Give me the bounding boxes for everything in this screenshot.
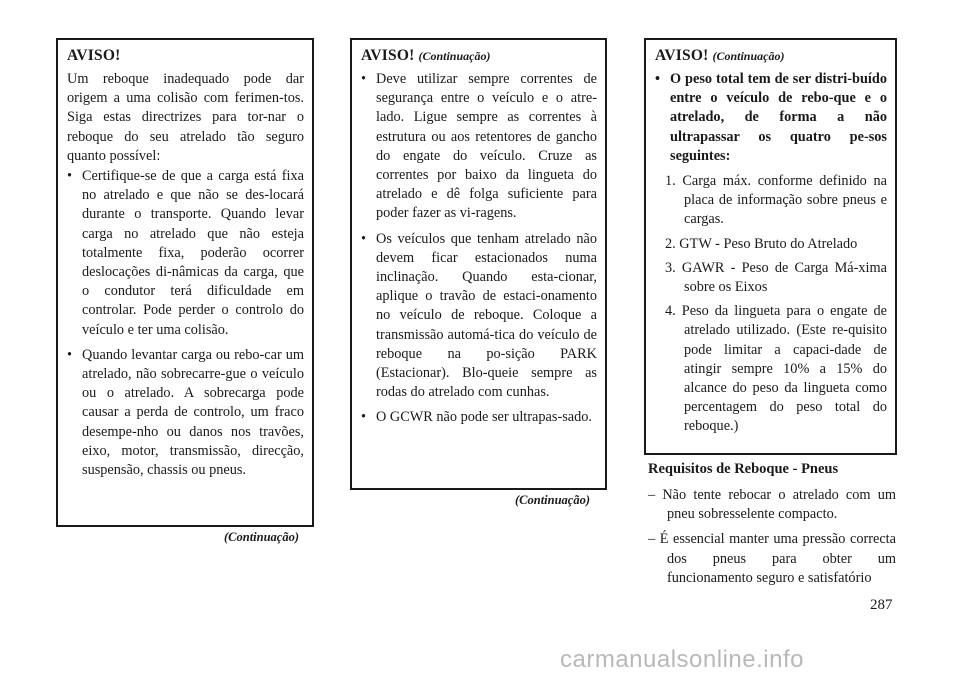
continued-label: (Continuação) bbox=[418, 49, 491, 63]
list-item: • Deve utilizar sempre correntes de segurança entre o veículo e o atre-lado. Ligue sempre as correntes à estrutura ou aos retentores de gancho do engate do veículo. Cruze as correntes por baixo da lingueta do atrelado e dê folga suficiente para poder fazer as vi-ragens. bbox=[361, 71, 597, 222]
list-item: 2. GTW - Peso Bruto do Atrelado bbox=[665, 235, 858, 252]
list-item: – Não tente rebocar o atrelado com um pneu sobresselente compacto. bbox=[648, 487, 896, 523]
list-item: • Quando levantar carga ou rebo-car um atrelado, não sobrecarre-gue o veículo ou o atrelado. A sobrecarga pode causar a perda de controlo, um fraco desempe-nho ou danos nos travões, eixo, motor, transmissão, direcção, suspensão, chassis ou pneus. bbox=[67, 346, 304, 479]
list-item: • Os veículos que tenham atrelado não devem ficar estacionados numa inclinação. Quando esta-cionar, aplique o travão de estaci-onamento no veículo de reboque. Coloque a transmissão automá-tica do veículo de reboque na po-sição PARK (Estacionar). Blo-queie sempre as rodas do atrelado com cunhas. bbox=[361, 230, 597, 401]
warning-box-1 bbox=[56, 38, 314, 527]
warning-title: AVISO! (Continuação) bbox=[655, 47, 785, 64]
list-item: 1. Carga máx. conforme definido na placa de informação sobre pneus e cargas. bbox=[665, 173, 887, 228]
bullet-list bbox=[67, 167, 304, 480]
list-item: 4. Peso da lingueta para o engate de atrelado utilizado. (Este re-quisito pode limitar a capaci-dade de atingir sempre 10% a 15% do alcance do peso da lingueta como percentagem do peso total do reboque.) bbox=[665, 303, 887, 435]
warning-box-2 bbox=[350, 38, 607, 490]
watermark: carmanualsonline.info bbox=[560, 646, 804, 673]
warning-title: AVISO! (Continuação) bbox=[361, 47, 491, 64]
continued-note: (Continuação) bbox=[515, 493, 591, 507]
numbered-list bbox=[655, 172, 887, 437]
list-item: • O GCWR não pode ser ultrapas-sado. bbox=[361, 409, 592, 426]
page-number: 287 bbox=[870, 597, 893, 613]
warning-box-3 bbox=[644, 38, 897, 455]
warning-title: AVISO! bbox=[67, 47, 121, 64]
list-item: 3. GAWR - Peso de Carga Má-xima sobre os Eixos bbox=[665, 259, 887, 296]
section-heading: Requisitos de Reboque - Pneus bbox=[648, 461, 839, 477]
dash-list bbox=[648, 486, 896, 594]
warning-intro: Um reboque inadequado pode dar origem a uma colisão com ferimen-tos. Siga estas directrizes para tor-nar o reboque do seu atrelado tão seguro quanto possível: bbox=[67, 71, 304, 164]
continued-note: (Continuação) bbox=[224, 530, 300, 544]
list-item: • O peso total tem de ser distri-buído entre o veículo de rebo-que e o atrelado, de forma a não ultrapassar os quatro pe-sos seguintes: bbox=[655, 71, 887, 164]
bullet-list bbox=[361, 70, 597, 428]
list-item: • Certifique-se de que a carga está fixa no atrelado e que não se des-locará durante o transporte. Quando levar carga no atrelado que não esteja totalmente fixa, poderão ocorrer deslocações di-nâmicas da carga, que o condutor terá dificuldade em controlar. Pode perder o controlo do veículo e ter uma colisão. bbox=[67, 168, 304, 338]
list-item: – É essencial manter uma pressão correcta dos pneus para obter um funcionamento seguro e satisfatório bbox=[648, 531, 896, 586]
bullet-list bbox=[655, 70, 887, 166]
continued-label: (Continuação) bbox=[712, 49, 785, 63]
